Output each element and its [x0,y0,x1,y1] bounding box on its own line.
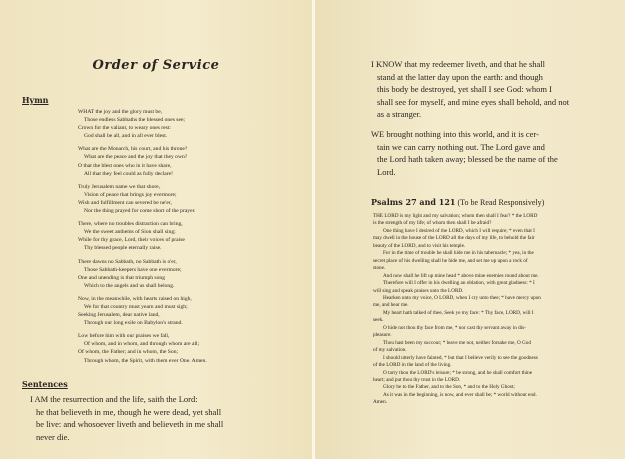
hymn-line: O that the blest ones who in it have share, [78,162,172,169]
psalm-line: For in the time of trouble he shall hide me in his tabernacle; * yea, in the [383,250,534,257]
psalm-line: Therefore will I offer in his dwelling an oblation, with great gladness: * I [383,280,535,287]
sentence-line: never die. [36,431,70,442]
hymn-line: Through whom, the Spirit, with them ever One. Amen. [84,357,207,364]
hymn-line: Thy blessed people eternally raise. [84,245,162,252]
sentence-line: tain we can carry nothing out. The Lord gave and [377,141,545,152]
psalm-line: may dwell in the house of the LORD all the days of my life, to behold the fair [373,235,535,242]
psalm-line: seek. [373,317,384,324]
hymn-heading: Hymn [22,95,49,105]
psalm-heading [371,197,621,207]
psalm-line: I should utterly have fainted, * but that I believe verily to see the goodness [383,354,538,361]
hymn-line: Seeking Jerusalem, dear native land, [78,312,160,319]
hymn-line: What are the peace and the joy that they own? [84,154,188,161]
sentence-line: I AM the resurrection and the life, saith the Lord: [30,394,198,404]
psalm-line: me, and hear me. [373,302,409,309]
hymn-stanza [78,145,298,177]
psalm-line: secret place of his dwelling shall he hide me, and set me up upon a rock of [373,257,528,264]
hymn-line: Low before him with our praises we fall, [78,333,170,340]
hymn-stanza [78,258,298,290]
hymn-stanza [78,220,298,252]
hymn-line: Nor the thing prayed for come short of the prayer. [84,208,196,215]
hymn-line: Through our long exile on Babylon's strand. [84,320,183,327]
psalm-line: O tarry thou the LORD's leisure; * be strong, and he shall comfort thine [383,369,533,376]
hymn-stanza [78,108,298,140]
page-title: Order of Service [92,58,220,73]
psalm-line: stone. [373,265,386,272]
sentences-heading: Sentences [22,379,68,389]
psalm-line: Hearken unto my voice, O LORD, when I cry unto thee; * have mercy upon [383,294,541,301]
sentence-nothing [371,128,623,178]
hymn-stanza [78,332,298,364]
psalm-line: heart; and put thou thy trust in the LORD. [373,376,461,383]
hymn-stanza [78,183,298,215]
sentence-line: he that believeth in me, though he were dead, yet shall [36,406,222,417]
psalm-line: As it was in the beginning, is now, and ever shall be; * world without end. [383,391,537,398]
hymn-line: Those Sabbath-keepers have one evermore; [84,266,182,273]
psalm-line: THE LORD is my light and my salvation; whom then shall I fear? * the LORD [373,213,538,219]
sentence-line: WE brought nothing into this world, and it is cer- [371,129,539,139]
hymn-line: Of whom, and in whom, and through whom are all; [84,341,200,348]
hymn-stanza [78,295,298,327]
sentence-redeemer [371,58,623,121]
hymn-line: Those endless Sabbaths the blessed ones see; [84,117,185,124]
psalm-line: will sing and speak praises unto the LORD. [373,287,464,294]
sentence-line: this body be destroyed, yet shall I see God: whom I [377,84,552,94]
sentence-line: stand at the latter day upon the earth: and though [377,71,543,82]
hymn-line: Which to the angels and us shall belong. [84,282,175,289]
psalm-number-label: Psalms 27 and 121 [371,197,456,207]
hymn-line: Truly Jerusalem name we that shore, [78,183,161,190]
sentence-line: as a stranger. [377,109,422,119]
sentence-line: shall see for myself, and mine eyes shall behold, and not [377,96,570,107]
right-page [315,0,625,459]
sentence-line: I KNOW that my redeemer liveth, and that he shall [371,59,546,69]
sentence-resurrection [30,393,310,443]
sentence-line: the Lord hath taken away; blessed be the name of the [377,154,558,164]
psalm-line: Amen. [373,399,387,406]
hymn-line: There dawns no Sabbath, no Sabbath is o'er, [78,258,177,265]
psalm-line: Thou hast been my succour; * leave me not, neither forsake me, O God [383,339,531,346]
hymn-line: We the sweet anthems of Sion shall sing; [84,229,176,236]
hymn-line: One and unending is that triumph song [78,274,166,281]
psalm-text [373,213,621,407]
psalm-instruction: (To be Read Responsively) [457,198,545,207]
sentence-line: be live: and whosoever liveth and believeth in me shall [36,419,224,429]
psalm-line: pleasure. [373,332,392,339]
psalm-line: of the LORD in the land of the living. [373,362,452,369]
hymn-text [78,108,298,370]
psalm-line: And now shall he lift up mine head * above mine enemies round about me. [383,272,539,279]
psalm-line: is the strength of my life; of whom then shall I be afraid? [373,220,492,227]
psalm-line: Glory be to the Father, and to the Son, * and to the Holy Ghost; [383,384,515,391]
hymn-line: Wish and fulfillment can severed be ne'er, [78,199,172,206]
hymn-line: All that they feel could as fully declare! [84,170,173,177]
hymn-line: WHAT the joy and the glory must be, [78,109,163,115]
hymn-line: Vision of peace that brings joy evermore; [84,191,177,198]
hymn-line: God shall be all, and in all ever blest. [84,133,168,140]
psalm-line: beauty of the LORD, and to visit his temple. [373,242,466,249]
hymn-line: There, where no troubles distraction can bring, [78,221,183,228]
hymn-line: Now, in the meanwhile, with hearts raised on high, [78,295,192,302]
psalm-line: One thing have I desired of the LORD, which I will require; * even that I [383,227,535,234]
hymn-line: We for that country must yearn and must sigh; [84,303,188,310]
hymn-line: While for thy grace, Lord, their voices of praise [78,237,185,244]
left-page [0,0,312,459]
sentence-line: Lord. [377,166,396,177]
hymn-line: Of whom, the Father; and in whom, the Son; [78,349,179,356]
hymn-line: Crown for the valiant, to weary ones rest: [78,125,171,132]
psalm-line: My heart hath talked of thee, Seek ye my face: * Thy face, LORD, will I [383,309,534,316]
psalm-line: of my salvation. [373,347,407,354]
hymn-line: What are the Monarch, his court, and his throne? [78,146,188,153]
psalm-line: O hide not thou thy face from me, * nor cast thy servant away in dis- [383,324,526,331]
